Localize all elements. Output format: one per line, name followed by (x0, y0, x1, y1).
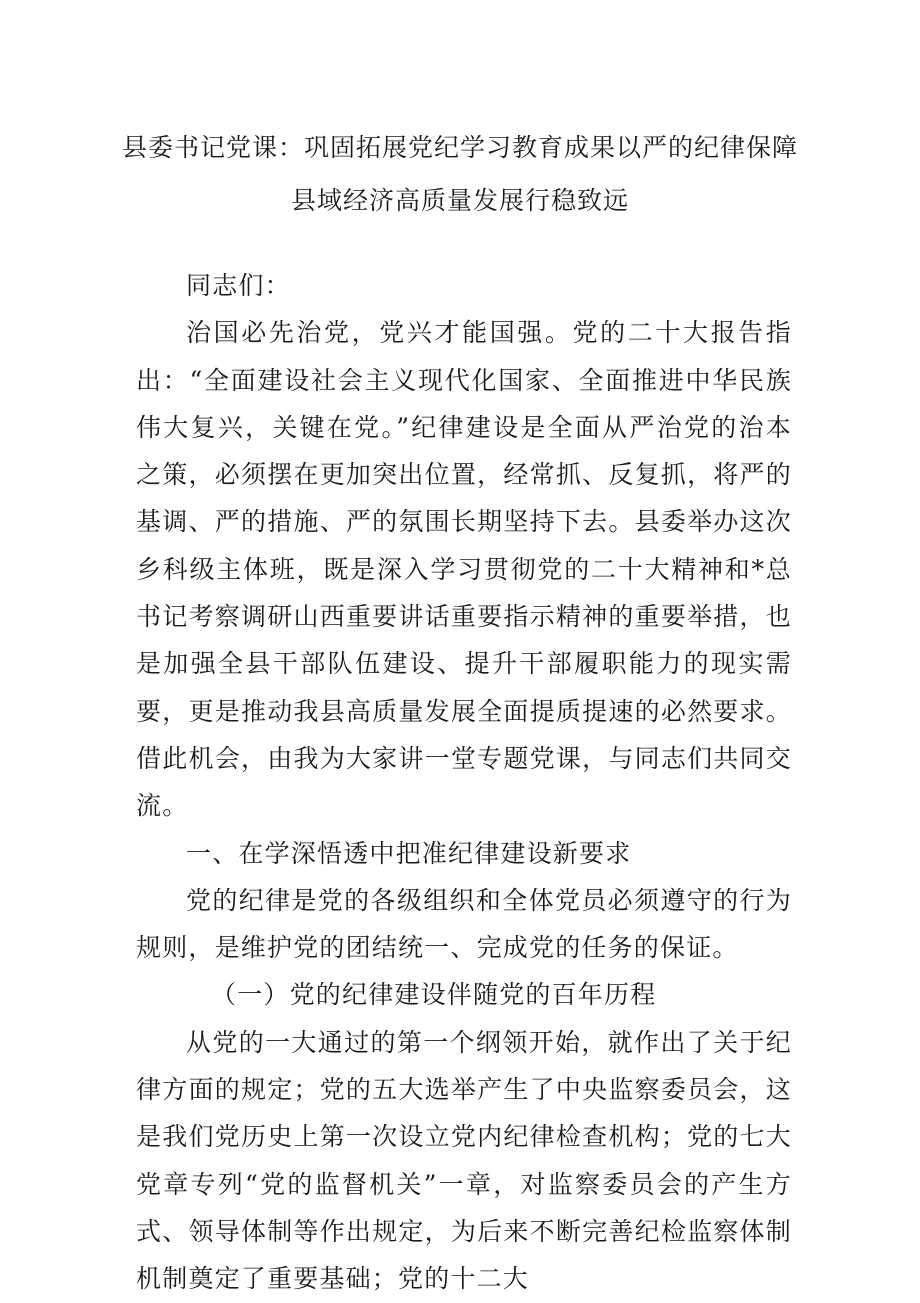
document-body (136, 262, 792, 1303)
paragraph-history: 从党的一大通过的第一个纲领开始，就作出了关于纪律方面的规定；党的五大选举产生了中央监察委员会，这是我们党历史上第一次设立党内纪律检查机构；党的七大党章专列“党的监督机关”一章，对监察委员会的产生方式、领导体制等作出规定，为后来不断完善纪检监察体制机制奠定了重要基础；党的十二大 (136, 1027, 792, 1294)
section-heading-1: 一、在学深悟透中把准纪律建设新要求 (186, 838, 632, 868)
greeting: 同志们： (186, 271, 291, 300)
paragraph-discipline-rules: 党的纪律是党的各级组织和全体党员必须遵守的行为规则，是维护党的团结统一、完成党的任务的保证。 (136, 885, 792, 963)
document-title-line-2: 县域经济高质量发展行稳致远 (290, 186, 629, 215)
paragraph-intro: 治国必先治党，党兴才能国强。党的二十大报告指出：“全面建设社会主义现代化国家、全面推进中华民族伟大复兴，关键在党。”纪律建设是全面从严治党的治本之策，必须摆在更加突出位置，经常抓、反复抓，将严的基调、严的措施、严的氛围长期坚持下去。县委举办这次乡科级主体班，既是深入学习贯彻党的二十大精神和*总书记考察调研山西重要讲话重要指示精神的重要举措，也是加强全县干部队伍建设、提升干部履职能力的现实需要，更是推动我县高质量发展全面提质提速的必然要求。借此机会，由我为大家讲一堂专题党课，与同志们共同交流。 (136, 318, 792, 821)
subsection-heading-1: （一）党的纪律建设伴随党的百年历程 (211, 980, 657, 1010)
document-title-line-1: 县委书记党课：巩固拓展党纪学习教育成果以严的纪律保障 (121, 133, 798, 162)
